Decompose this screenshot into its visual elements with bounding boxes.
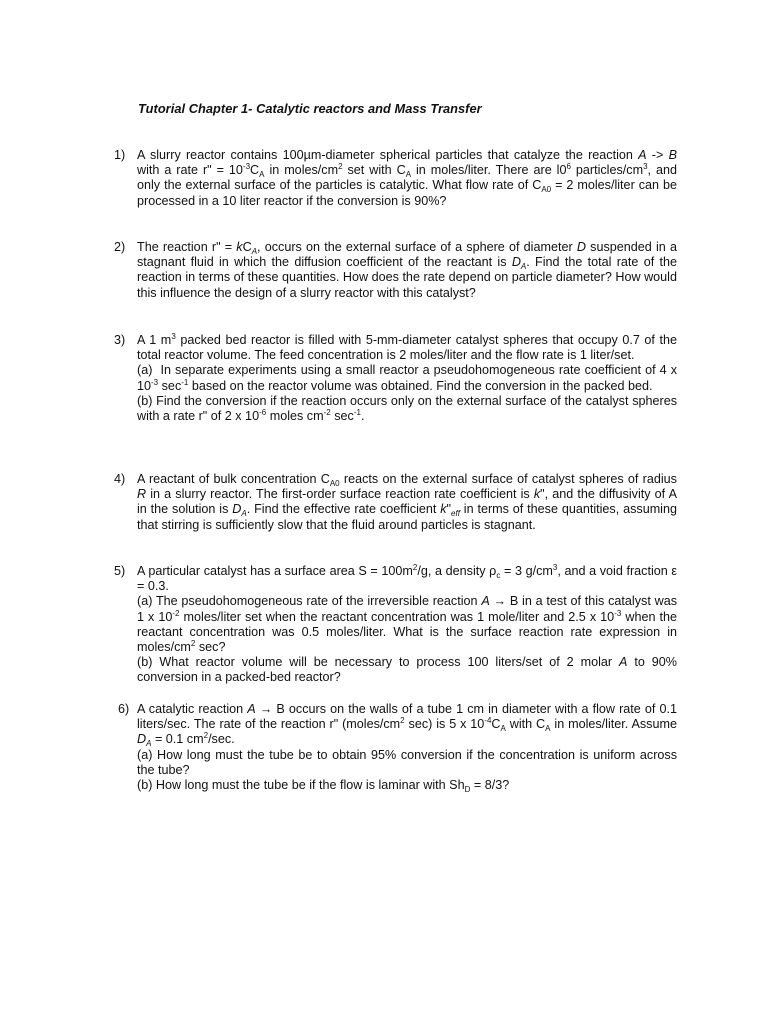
problem-1	[114, 148, 677, 209]
problem-text: A 1 $m^3$ packed bed reactor is filled with 5-mm-diameter catalyst spheres that occupy 0.7 of the total reactor volume. The feed concentration is 2 moles/liter and the flow rate is 1 liter/set. (a) In separate experiments using a small reactor a pseudohomogeneous rate coefficient of 4 x $10^{-3}$ $\sec^{-1}$ based on the reactor volume was obtained. Find the conversion in the packed bed. (b) Find the conversion if the reaction occurs only on the external surface of the catalyst spheres with a rate r" of 2 x $10^{-6}$ moles $cm^{-2}$ $\sec^{-1}$.	[137, 332, 677, 424]
problem-5	[114, 564, 677, 686]
problem-number: 6)	[118, 702, 130, 716]
problem-text: A particular catalyst has a surface area $S = 100m^2/g$, a density $\rho_c = 3$ $g/cm^3$, and a void fraction ε = 0.3. (a) The pseudohomogeneous rate of the irreversible reaction A → B in a test of this catalyst was 1 x $10^{-2}$ moles/liter set when the reactant concentration was 1 mole/liter and 2.5 x $10^{-3}$ when the reactant concentration was 0.5 moles/liter. What is the surface reaction rate expression in moles/$cm^2$ sec? (b) What reactor volume will be necessary to process 100 liters/set of 2 molar A to 90% conversion in a packed-bed reactor?	[137, 563, 677, 685]
problem-part-b: (b) Find the conversion if the reaction occurs only on the external surface of the catalyst spheres with a rate r" of 2 x $10^{-6}$ moles $cm^{-2}$ $\sec^{-1}$.	[137, 393, 677, 424]
problem-part-a: (a) In separate experiments using a small reactor a pseudohomogeneous rate coefficient of 4 x $10^{-3}$ $\sec^{-1}$ based on the reactor volume was obtained. Find the conversion in the packed bed.	[137, 363, 677, 393]
problem-text: The reaction r" = $kC_A$, occurs on the external surface of a sphere of diameter D suspended in a stagnant fluid in which the diffusion coefficient of the reactant is $D_A$. Find the total rate of the reaction in terms of these quantities. How does the rate depend on particle diameter? How would this influence the design of a slurry reactor with this catalyst?	[137, 240, 677, 300]
document-title: Tutorial Chapter 1- Catalytic reactors and Mass Transfer	[138, 101, 482, 116]
problem-part-b: (b) What reactor volume will be necessary to process 100 liters/set of 2 molar A to 90% conversion in a packed-bed reactor?	[137, 655, 677, 685]
problem-part-a: (a) The pseudohomogeneous rate of the irreversible reaction A → B in a test of this catalyst was 1 x $10^{-2}$ moles/liter set when the reactant concentration was 1 mole/liter and 2.5 x $10^{-3}$ when the reactant concentration was 0.5 moles/liter. What is the surface reaction rate expression in moles/$cm^2$ sec?	[137, 594, 677, 655]
problem-text: A reactant of bulk concentration $C_{A0}$ reacts on the external surface of catalyst spheres of radius R in a slurry reactor. The first-order surface reaction rate coefficient is k", and the diffusivity of A in the solution is $D_A$. Find the effective rate coefficient $k"_{eff}$ in terms of these quantities, assuming that stirring is sufficiently slow that the fluid around particles is stagnant.	[137, 472, 677, 532]
problem-number: 2)	[114, 240, 126, 254]
problem-part-b: (b) How long must the tube be if the flow is laminar with $Sh_D = 8/3$?	[137, 778, 510, 795]
problem-part-a: (a) How long must the tube be to obtain 95% conversion if the concentration is uniform across the tube?	[137, 747, 677, 777]
problem-number: 3)	[114, 333, 126, 347]
problem-text: A slurry reactor contains 100µm-diameter spherical particles that catalyze the reaction A -> B with a rate r" = $10^{-3}C_A$ in moles/$cm^2$ set with $C_A$ in moles/liter. There are $l0^6$ particles/$cm^3$, and only the external surface of the particles is catalytic. What flow rate of $C_{A0} = 2$ moles/liter can be processed in a 10 liter reactor if the conversion is 90%?	[137, 148, 678, 208]
problem-number: 4)	[114, 472, 126, 486]
problem-6	[114, 702, 677, 793]
problem-text: A catalytic reaction A → B occurs on the walls of a tube 1 cm in diameter with a flow rate of 0.1 liters/sec. The rate of the reaction r" ($moles/cm^2$ sec) is 5 x $10^{-4}C_A$ with $C_A$ in moles/liter. Assume $D_A = 0.1$ $cm^2/\sec$. (a) How long must the tube be to obtain 95% conversion if the concentration is uniform across the tube? (b) How long must the tube be if the flow is laminar with $Sh_D = 8/3$?	[137, 702, 677, 795]
problem-4	[114, 472, 677, 533]
problem-number: 5)	[114, 564, 126, 578]
problem-number: 1)	[114, 148, 126, 162]
problem-3	[114, 333, 677, 424]
problem-2	[114, 240, 677, 301]
